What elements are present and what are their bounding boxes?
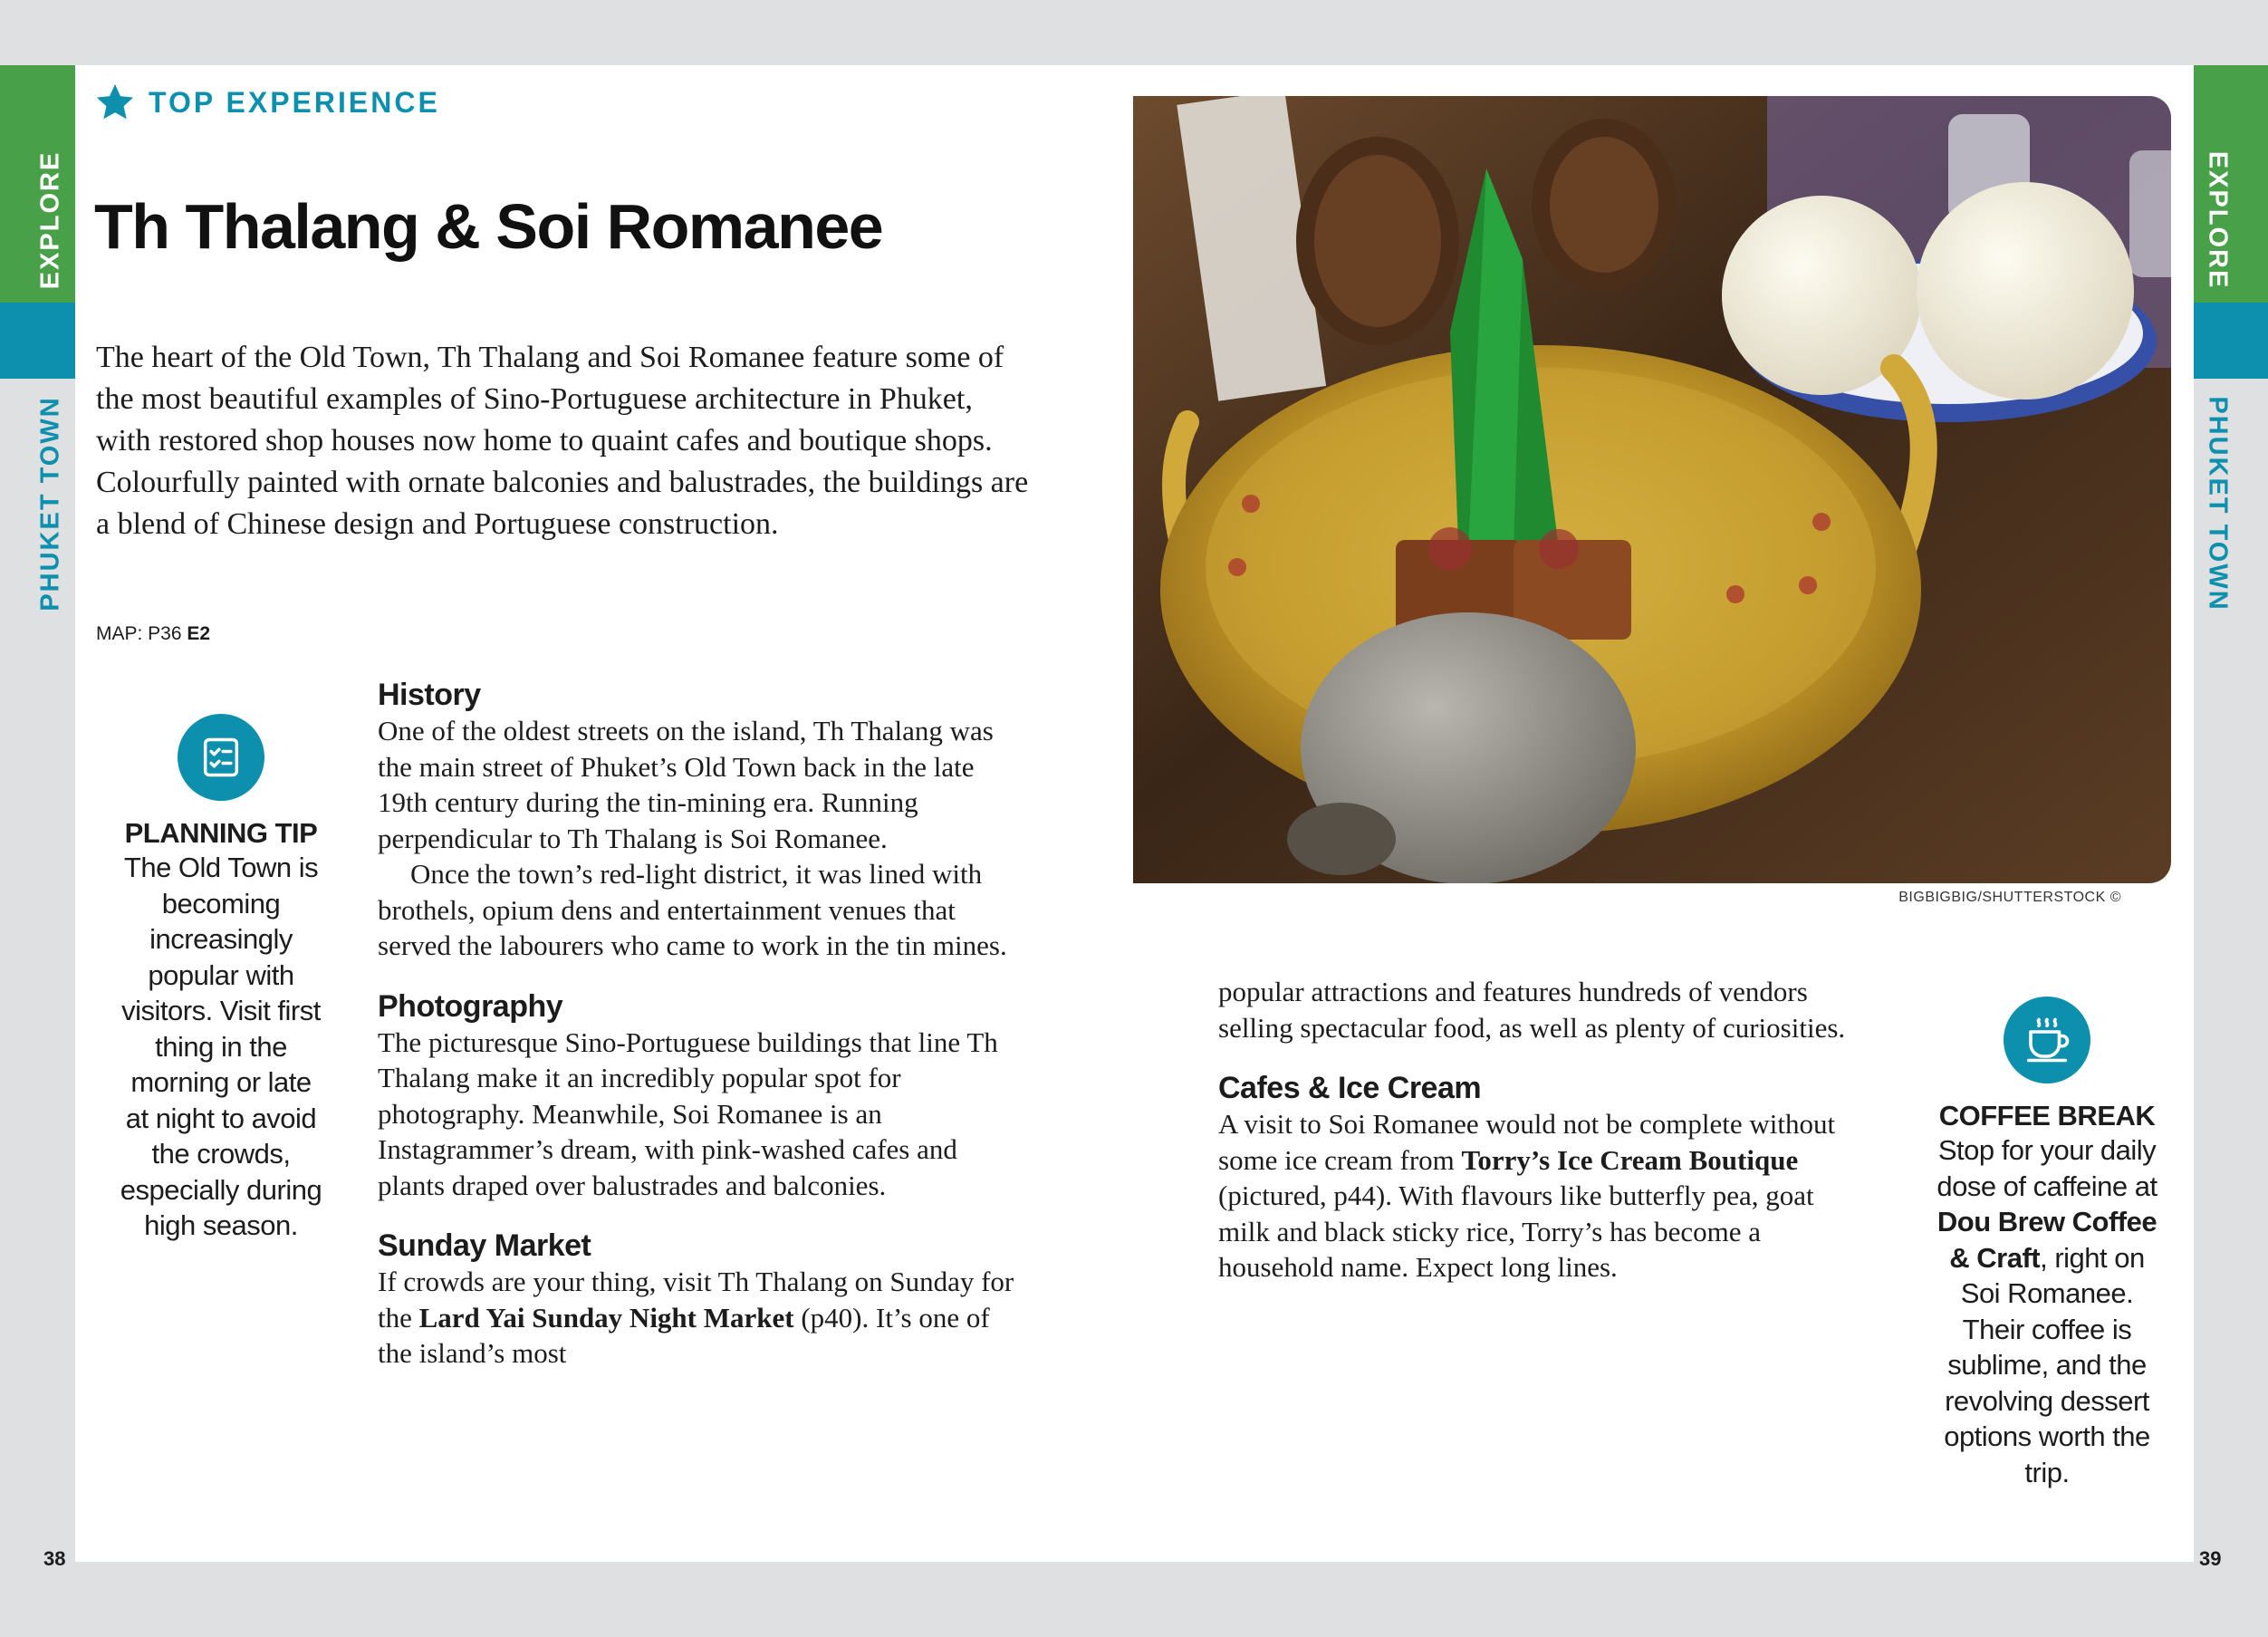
dou-brew-link[interactable]: Dou Brew Coffee & Craft	[1936, 1206, 2157, 1274]
sunday-market-text-pre: If crowds are your thing, visit Th Thalang on Sunday for the	[378, 1266, 1014, 1334]
map-grid-ref: E2	[187, 623, 211, 644]
top-experience-eyebrow	[94, 82, 440, 123]
photography-heading: Photography	[378, 988, 563, 1024]
page-title: Th Thalang & Soi Romanee	[94, 191, 883, 262]
cafes-paragraph	[1218, 1106, 1870, 1286]
sunday-market-heading: Sunday Market	[378, 1228, 591, 1263]
region-tab-left-marker	[0, 303, 75, 379]
featured-photo-ice-cream	[1133, 96, 2171, 883]
cafes-heading: Cafes & Ice Cream	[1218, 1071, 1482, 1105]
sunday-market-continued: popular attractions and features hundreds of vendors selling spectacular food, as well as plenty of curiosities.	[1218, 976, 1846, 1044]
region-label-right: PHUKET TOWN	[2203, 396, 2233, 611]
cafes-text-post: (pictured, p44). With flavours like butterfly pea, goat milk and black sticky rice, Torry’s has become a household name. Expect long lines.	[1218, 1180, 1814, 1283]
history-paragraph-1: One of the oldest streets on the island, Th Thalang was the main street of Phuket’s Old Town back in the late 19th century during the tin-mining era. Running perpendicular to Th Thalang is Soi Romanee.	[378, 715, 994, 854]
history-paragraph-2: Once the town’s red-light district, it was lined with brothels, opium dens and entertainment venues that served the labourers who came to work in the tin mines.	[378, 858, 1007, 961]
main-column-right	[1218, 974, 1870, 1286]
main-column-left	[378, 678, 1017, 1372]
coffee-break-title: COFFEE BREAK	[1938, 1100, 2156, 1131]
cafes-text-pre: A visit to Soi Romanee would not be complete without some ice cream from	[1218, 1108, 1836, 1176]
explore-label-right: EXPLORE	[2203, 150, 2233, 290]
torrys-ice-cream-link[interactable]: Torry’s Ice Cream Boutique	[1461, 1143, 1799, 1176]
coffee-break-box	[1936, 997, 2157, 1490]
map-page-label: MAP: P36	[96, 623, 182, 644]
coffee-break-text-pre: Stop for your daily dose of caffeine at	[1936, 1134, 2157, 1202]
checklist-icon	[197, 734, 245, 781]
page-number-right: 39	[2199, 1547, 2222, 1570]
intro-paragraph: The heart of the Old Town, Th Thalang and Soi Romanee feature some of the most beautiful examples of Sino-Portuguese architecture in Phuket, with restored shop houses now home to quaint cafes and boutique shops. Colourfully painted with ornate balconies and balustrades, the buildings are a blend of Chinese design and Portuguese construction.	[96, 341, 1029, 541]
photography-paragraph: The picturesque Sino-Portuguese buildings that line Th Thalang make it an incredibly popular spot for photography. Meanwhile, Soi Romanee is an Instagrammer’s dream, with pink-washed cafes and plants draped over balustrades and balconies.	[378, 1026, 998, 1201]
planning-tip-body: The Old Town is becoming increasingly popular with visitors. Visit first thing in the morning or late at night to avoid the crowds, especially during high season.	[120, 852, 322, 1241]
sunday-market-paragraph	[378, 1264, 1017, 1372]
map-reference[interactable]	[96, 623, 210, 645]
planning-tip-title: PLANNING TIP	[124, 817, 318, 849]
explore-label-left: EXPLORE	[35, 150, 65, 290]
coffee-cup-icon	[2023, 1016, 2071, 1064]
region-label-left: PHUKET TOWN	[35, 396, 65, 611]
planning-tip-icon-circle	[178, 714, 264, 801]
coffee-break-body	[1936, 1132, 2157, 1490]
history-heading: History	[378, 678, 481, 712]
coffee-break-icon-circle	[2004, 997, 2090, 1083]
region-tab-right-marker	[2194, 303, 2268, 379]
star-icon	[94, 82, 136, 123]
planning-tip-box	[116, 714, 326, 1244]
sunday-market-text-post: (p40). It’s one of the island’s most	[378, 1301, 990, 1369]
photo-credit: BIGBIGBIG/SHUTTERSTOCK ©	[1898, 890, 2121, 905]
page-number-left: 38	[43, 1547, 66, 1570]
coffee-break-text-post: , right on Soi Romanee. Their coffee is sublime, and the revolving dessert options worth the trip.	[1944, 1241, 2150, 1488]
eyebrow-label: TOP EXPERIENCE	[149, 85, 440, 119]
lard-yai-market-link[interactable]: Lard Yai Sunday Night Market	[418, 1301, 794, 1334]
ice-cream-illustration	[1133, 96, 2171, 883]
